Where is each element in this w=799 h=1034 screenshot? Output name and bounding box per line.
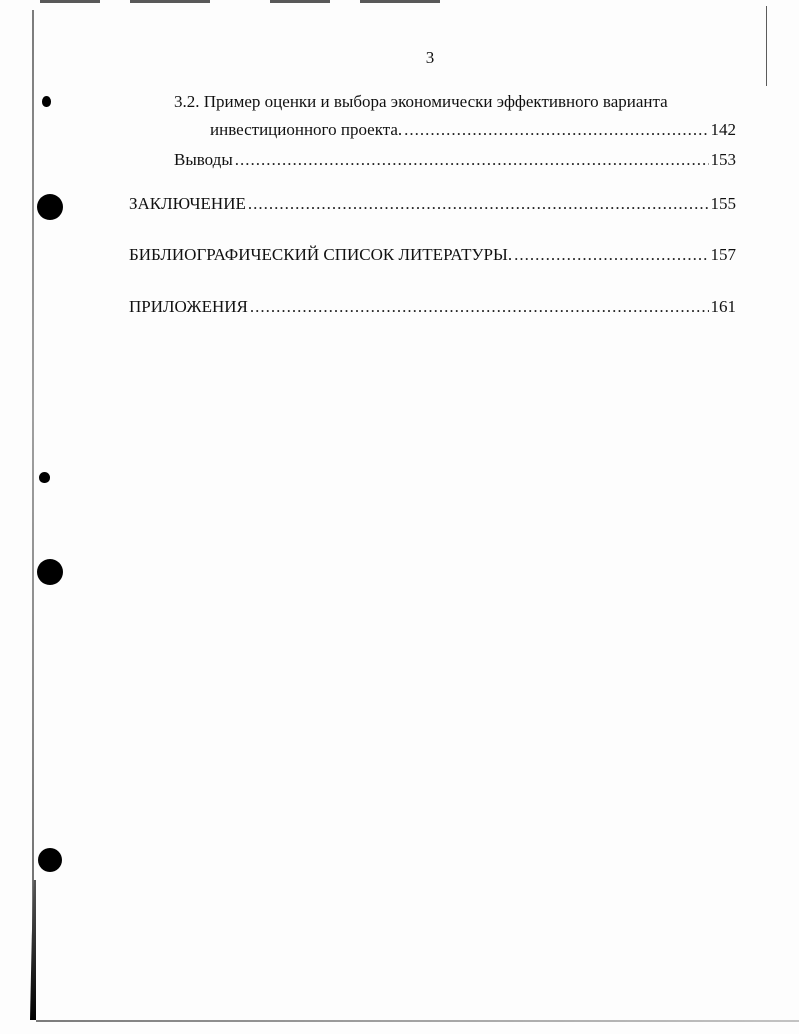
toc-entry-label: ПРИЛОЖЕНИЯ [129, 297, 248, 316]
toc-entry-3-2-title-cont: инвестиционного проекта. [210, 120, 403, 139]
scan-edge-top [40, 0, 480, 3]
leader-dots [248, 193, 709, 215]
toc-entry-conclusions [174, 149, 736, 171]
scan-edge-bottom [36, 1020, 799, 1022]
punch-mark-small [42, 96, 51, 107]
punch-mark-small [39, 472, 50, 483]
toc-entry-bibliography [129, 244, 736, 266]
leader-dots [514, 244, 708, 266]
punch-hole [37, 559, 63, 585]
leader-dots [404, 119, 708, 141]
punch-hole [38, 848, 62, 872]
toc-entry-summary [129, 193, 736, 215]
leader-dots [235, 149, 709, 171]
toc-page-number: 161 [710, 297, 736, 316]
toc-entry-appendices [129, 296, 736, 318]
toc-page-number: 155 [710, 194, 736, 213]
toc-entry-3-2-title: 3.2. Пример оценки и выбора экономически эффективного варианта [174, 92, 668, 111]
leader-dots [250, 296, 709, 318]
toc-entry-label: Выводы [174, 150, 233, 169]
punch-hole [37, 194, 63, 220]
toc-page-number: 157 [710, 245, 736, 264]
scan-edge-left [32, 10, 34, 1020]
toc-entry-label: ЗАКЛЮЧЕНИЕ [129, 194, 246, 213]
scan-edge-left-thick [30, 880, 36, 1020]
page-number: 3 [425, 48, 435, 67]
toc-page-number: 142 [710, 120, 736, 139]
scan-edge-right [766, 6, 767, 86]
toc-page-number: 153 [710, 150, 736, 169]
toc-entry-3-2 [210, 119, 736, 141]
toc-entry-label: БИБЛИОГРАФИЧЕСКИЙ СПИСОК ЛИТЕРАТУРЫ. [129, 245, 513, 264]
